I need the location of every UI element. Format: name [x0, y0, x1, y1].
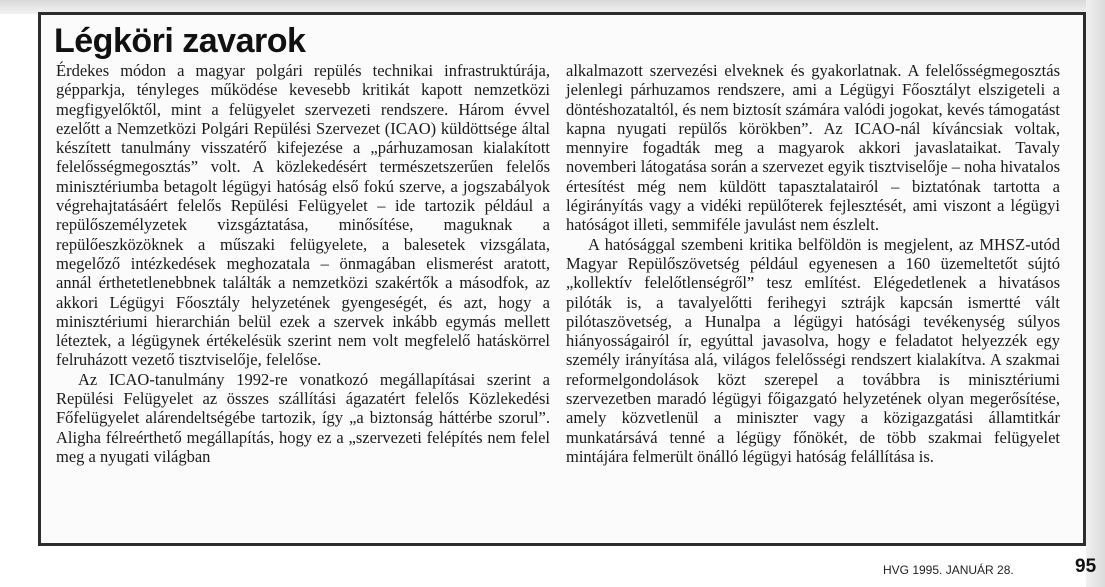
article-column-right [566, 61, 1060, 466]
article-column-left [56, 61, 550, 466]
publication-source: HVG 1995. JANUÁR 28. [883, 563, 1014, 577]
scan-edge-right [1086, 0, 1105, 587]
paragraph: A hatósággal szembeni kritika belföldön is megjelent, az MHSZ-utód Magyar Repülőszövetség például egyenesen a 160 üzemeltetőt sújtó „kollektív felelőtlenségről” tesz említést. Elégedetlenek a hivatásos pilóták is, a tavalyelőtti ferihegyi sztrájk kapcsán ismertté vált pilótaszövetség, a Hunalpa a légügyi hatósági tevékenység súlyos hiányosságairól ír, egyúttal javasolva, hogy e feladatot helyezzék egy személy irányítása alá, világos felelősségi rendszert kialakítva. A szakmai reformelgondolások közt szerepel a továbbra is minisztériumi szervezetben maradó légügyi főigazgató helyzetének olyan megerősítése, amely közvetlenül a miniszter vagy a közigazgatási államtitkár munkatársává tenné a légügy főnökét, de több szakmai felügyelet mintájára felmerült önálló légügyi hatóság felállítása is. [566, 234, 1060, 466]
paragraph: Érdekes módon a magyar polgári repülés technikai infrastruktúrája, gépparkja, tényleges működése kevesebb kritikát kapott nemzetközi megfigyelőktől, mint a felügyelet szervezeti rendszere. Három évvel ezelőtt a Nemzetközi Polgári Repülési Szervezet (ICAO) küldöttsége által készített tanulmány visszatérő kifejezése a „párhuzamosan kialakított felelősségmegosztás” volt. A közlekedésért természetszerűen felelős minisztériumba betagolt légügyi hatóság első fokú szerve, a jogszabályok végrehajtatásáért felelős Repülési Felügyelet – ide tartozik például a repülőszemélyzetek vizsgáztatása, minősítése, maguknak a repülőeszközöknek a műszaki felügyelete, a balesetek vizsgálata, megelőző intézkedések meghozatala – önmagában elismerést aratott, annál érthetetlenebbnek találták a nemzetközi szakértők a másodfok, az akkori Légügyi Főosztály helyzetének gyengeségét, és azt, hogy a minisztériumi hierarchián belül ezek a szervek inkább egymás mellett léteztek, a légügynek értékelésük szerint nem volt megfelelő hatáskörrel felruházott vezető tisztviselője, felelőse. [56, 61, 550, 370]
article-title: Légköri zavarok [54, 22, 306, 60]
paragraph: alkalmazott szervezési elveknek és gyakorlatnak. A felelősségmegosztás jelenlegi párhuzamos rendszere, ami a Légügyi Főosztályt elszigeteli a döntéshozataltól, és nem biztosít számára valódi jogokat, kevés támogatást kapna nyugati repülős körökben”. Az ICAO-nál kíváncsiak voltak, mennyire fogadták meg a magyarok akkori javaslataikat. Tavaly novemberi látogatása során a szervezet egyik tisztviselője – noha hivatalos értesítést még nem küldött tapasztalatairól – biztatónak tartotta a légirányítás vagy a vidéki repülőterek fejlesztését, ami viszont a légügyi hatóságot illeti, semmiféle javulást nem észlelt. [566, 61, 1060, 235]
page-number: 95 [1075, 556, 1097, 577]
paragraph: Az ICAO-tanulmány 1992-re vonatkozó megállapításai szerint a Repülési Felügyelet az összes szállítási ágazatért felelős Közlekedési Főfelügyelet alárendeltségébe tartozik, így „a biztonság háttérbe szorul”. Aligha félreérthető megállapítás, hogy ez a „szervezeti felépítés nem felel meg a nyugati világban [56, 369, 550, 466]
